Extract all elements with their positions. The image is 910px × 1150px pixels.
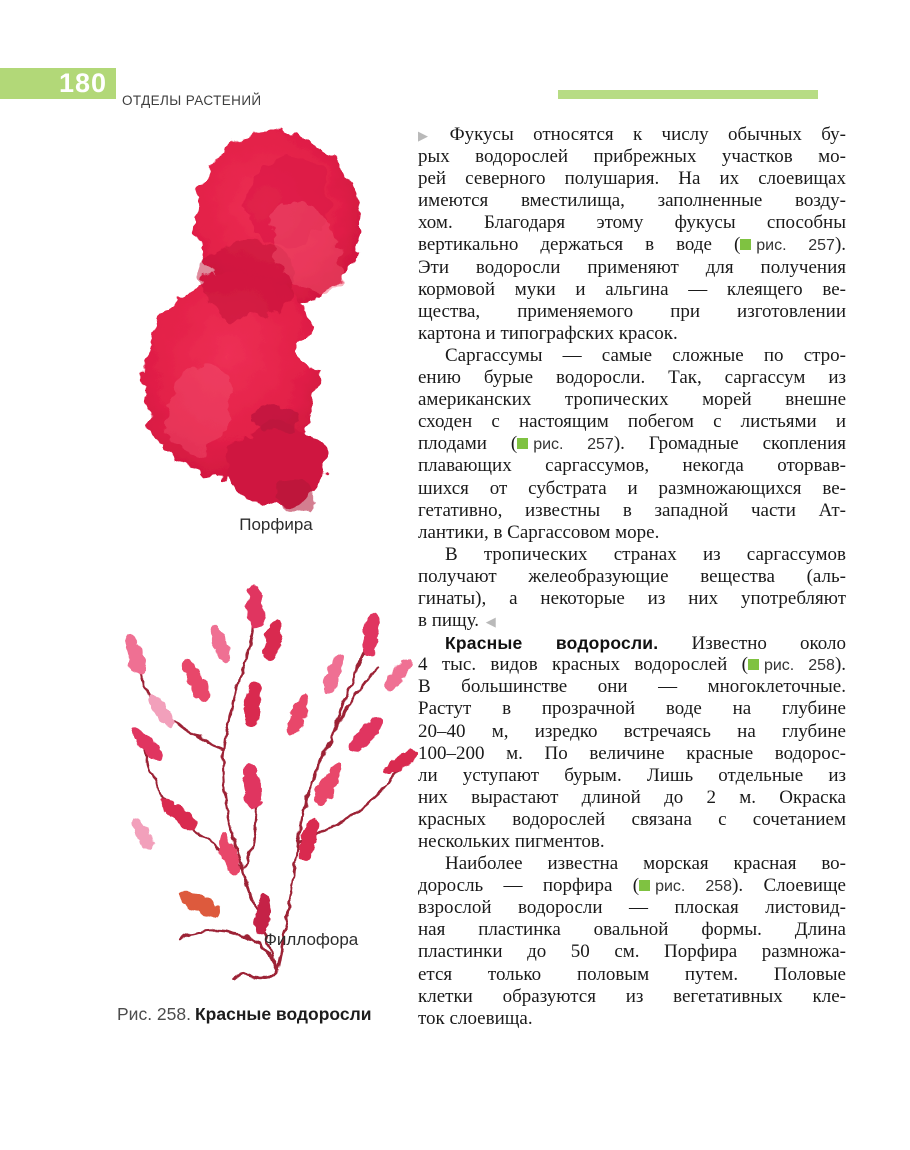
text-line: красных водорослей связана с сочетанием [418,808,846,830]
porphyra-illustration [128,120,390,514]
text-line: 4 тыс. видов красных водорослей ( рис. 258). [418,654,847,676]
paragraph [418,632,846,853]
figure-label-porphyra: Порфира [239,515,313,534]
text-line: них вырастают длиной до 2 м. Окраска [418,786,846,808]
text-line: Растут в прозрачной воде на глубине [418,698,846,720]
text-line: гинаты), а некоторые из них употребляют [418,587,846,609]
text-line: получают желеобразующие вещества (аль- [418,565,846,587]
text-line: хом. Благодаря этому фукусы способны [418,212,846,234]
section-end-triangle-icon: ◀ [485,614,496,630]
figure-caption-title: Красные водоросли [194,1004,372,1024]
header-title: ОТДЕЛЫ РАСТЕНИЙ [122,93,262,108]
text-line: щества, применяемого при изготовлении [418,300,846,322]
paragraph [418,345,846,544]
text-line: лантики, в Саргассовом море. [418,521,660,543]
text-line: ток слоевища. [418,1007,533,1029]
text-line: пластинки до 50 см. Порфира размножа- [418,941,846,963]
text-line: ли уступают бурым. Лишь отдельные из [418,764,846,786]
text-line: картона и типографских красок. [418,322,678,344]
figure-label-phyllophora: Филлофора [264,930,359,949]
text-line: Саргассумы — самые сложные по стро- [445,344,846,366]
text-line: взрослой водоросли — плоская листовид- [418,897,846,919]
figure-ref-square-icon [748,659,759,670]
term-bold: Красные водоросли. [445,633,659,654]
section-start-triangle-icon: ▶ [418,128,443,143]
page-number-badge [0,68,116,99]
text-line: доросль — порфира ( рис. 258). Слоевище [418,875,846,897]
text-line: клетки образуются из вегетативных кле- [418,985,846,1007]
figure-reference: рис. 257 [517,436,614,453]
text-line: шихся от субстрата и размножающихся ве- [418,477,846,499]
text-line: гетативно, известны в западной части Ат- [418,499,846,521]
body-text [418,124,846,1030]
text-line: имеются вместилища, заполненные возду- [418,190,846,212]
figure-ref-square-icon [639,880,650,891]
phyllophora-illustration [103,582,418,982]
text-line: ению бурые водоросли. Так, саргассум из [418,367,846,389]
paragraph [418,544,846,632]
section-color-bar [558,90,818,99]
text-line: американских тропических морей внешне [418,389,846,411]
text-line: сходен с настоящим побегом с листьями и [418,411,846,433]
figure-reference: рис. 258 [639,878,732,895]
text-line: кормовой муки и альгина — клеящего ве- [418,278,846,300]
text-line: рых водорослей прибрежных участков мо- [418,146,846,168]
figure-reference: рис. 258 [748,657,835,674]
text-line: 20–40 м, изредко встречаясь на глубине [418,720,846,742]
text-line: В тропических странах из саргассумов [445,543,846,565]
text-line: Эти водоросли применяют для получения [418,256,846,278]
text-line: ется только половым путем. Половые [418,963,846,985]
text-line: Наиболее известна морская красная во- [445,853,846,875]
text-line: 100–200 м. По величине красные водорос- [418,742,846,764]
text-line: рей северного полушария. На их слоевищах [418,168,846,190]
text-line: нескольких пигментов. [418,831,605,852]
figure-ref-square-icon [517,438,528,449]
text-line: плодами ( рис. 257). Громадные скопления [418,433,846,455]
figure-caption [117,1004,371,1025]
text-line: ная пластинка овальной формы. Длина [418,919,846,941]
paragraph [418,853,846,1030]
figure-ref-square-icon [740,239,751,250]
text-line: Красные водоросли. Известно около [445,633,846,655]
text-line: В большинстве они — многоклеточные. [418,676,846,698]
text-line: вертикально держаться в воде ( рис. 257). [418,234,847,256]
figure-caption-number: Рис. 258. [117,1004,191,1024]
page-number: 180 [58,68,107,98]
text-line: в пищу. ◀ [418,610,496,632]
figure-reference: рис. 257 [740,237,835,254]
paragraph [418,124,846,345]
text-line: плавающих саргассумов, некогда оторвав- [418,455,846,477]
text-line: ▶ Фукусы относятся к числу обычных бу- [418,124,846,145]
